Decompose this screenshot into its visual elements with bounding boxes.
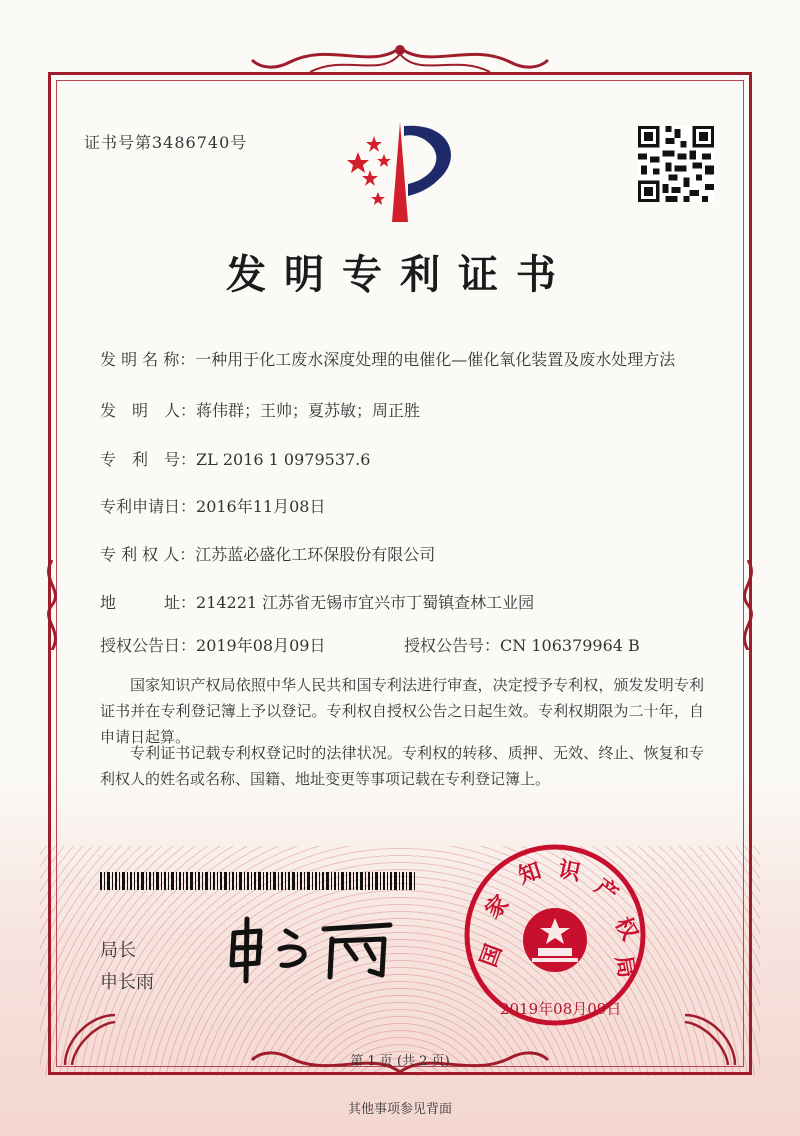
director-name: 申长雨	[100, 972, 154, 993]
left-side-ornament	[40, 560, 64, 650]
inventors-label: 发 明 人：	[100, 401, 197, 420]
address-row	[100, 590, 534, 613]
invention-name-value: 一种用于化工废水深度处理的电催化—催化氧化装置及废水处理方法	[195, 350, 676, 369]
statement-paragraph-1: 国家知识产权局依照中华人民共和国专利法进行审查，决定授予专利权，颁发发明专利证书并在专利登记簿上予以登记。专利权自授权公告之日起生效。专利权期限为二十年，自申请日起算。	[100, 676, 704, 746]
svg-text:权: 权	[609, 913, 642, 945]
certificate-title: 发明专利证书	[226, 252, 574, 298]
patent-number-value: ZL 2016 1 0979537.6	[196, 450, 371, 469]
grant-number-label: 授权公告号：	[404, 636, 501, 655]
barcode	[100, 872, 415, 890]
filing-date-value: 2016年11月08日	[196, 497, 326, 516]
page-number: 第 1 页 (共 2 页)	[350, 1054, 450, 1069]
director-title: 局长	[100, 940, 136, 961]
svg-text:国: 国	[476, 941, 508, 971]
address-label: 地 址：	[100, 593, 197, 612]
address-value: 214221 江苏省无锡市宜兴市丁蜀镇查林工业园	[196, 593, 535, 612]
filing-date-row	[100, 494, 325, 517]
grant-date-label: 授权公告日：	[100, 636, 197, 655]
qr-code	[638, 126, 714, 202]
director-signature	[220, 915, 400, 985]
patent-number-row	[100, 447, 370, 470]
grant-date-row	[100, 633, 325, 656]
svg-text:局: 局	[610, 953, 639, 980]
inventors-row	[100, 398, 420, 421]
invention-name-row	[100, 347, 675, 370]
invention-name-label: 发 明 名 称：	[100, 350, 196, 369]
inventors-value: 蒋伟群；王帅；夏苏敏；周正胜	[196, 401, 421, 420]
patentee-label: 专 利 权 人：	[100, 545, 196, 564]
back-note: 其他事项参见背面	[347, 1102, 452, 1117]
right-side-ornament	[736, 560, 760, 650]
certificate-number: 证书号第3486740号	[84, 133, 248, 152]
svg-text:产: 产	[589, 874, 623, 908]
patentee-value: 江苏蓝必盛化工环保股份有限公司	[195, 545, 436, 564]
grant-number-value: CN 106379964 B	[500, 636, 640, 655]
svg-text:识: 识	[555, 857, 583, 887]
filing-date-label: 专利申请日：	[100, 497, 197, 516]
statement-paragraph-2: 专利证书记载专利权登记时的法律状况。专利权的转移、质押、无效、终止、恢复和专利权人的姓名或名称、国籍、地址变更等事项记载在专利登记簿上。	[100, 744, 704, 788]
top-ornament	[250, 40, 550, 84]
grant-number-row	[404, 633, 640, 656]
seal-date: 2019年08月09日	[500, 1000, 622, 1018]
cnipa-logo	[338, 118, 464, 222]
svg-text:知: 知	[515, 858, 545, 890]
grant-date-value: 2019年08月09日	[196, 636, 326, 655]
patentee-row	[100, 542, 435, 565]
svg-text:家: 家	[480, 890, 515, 925]
patent-number-label: 专 利 号：	[100, 450, 197, 469]
